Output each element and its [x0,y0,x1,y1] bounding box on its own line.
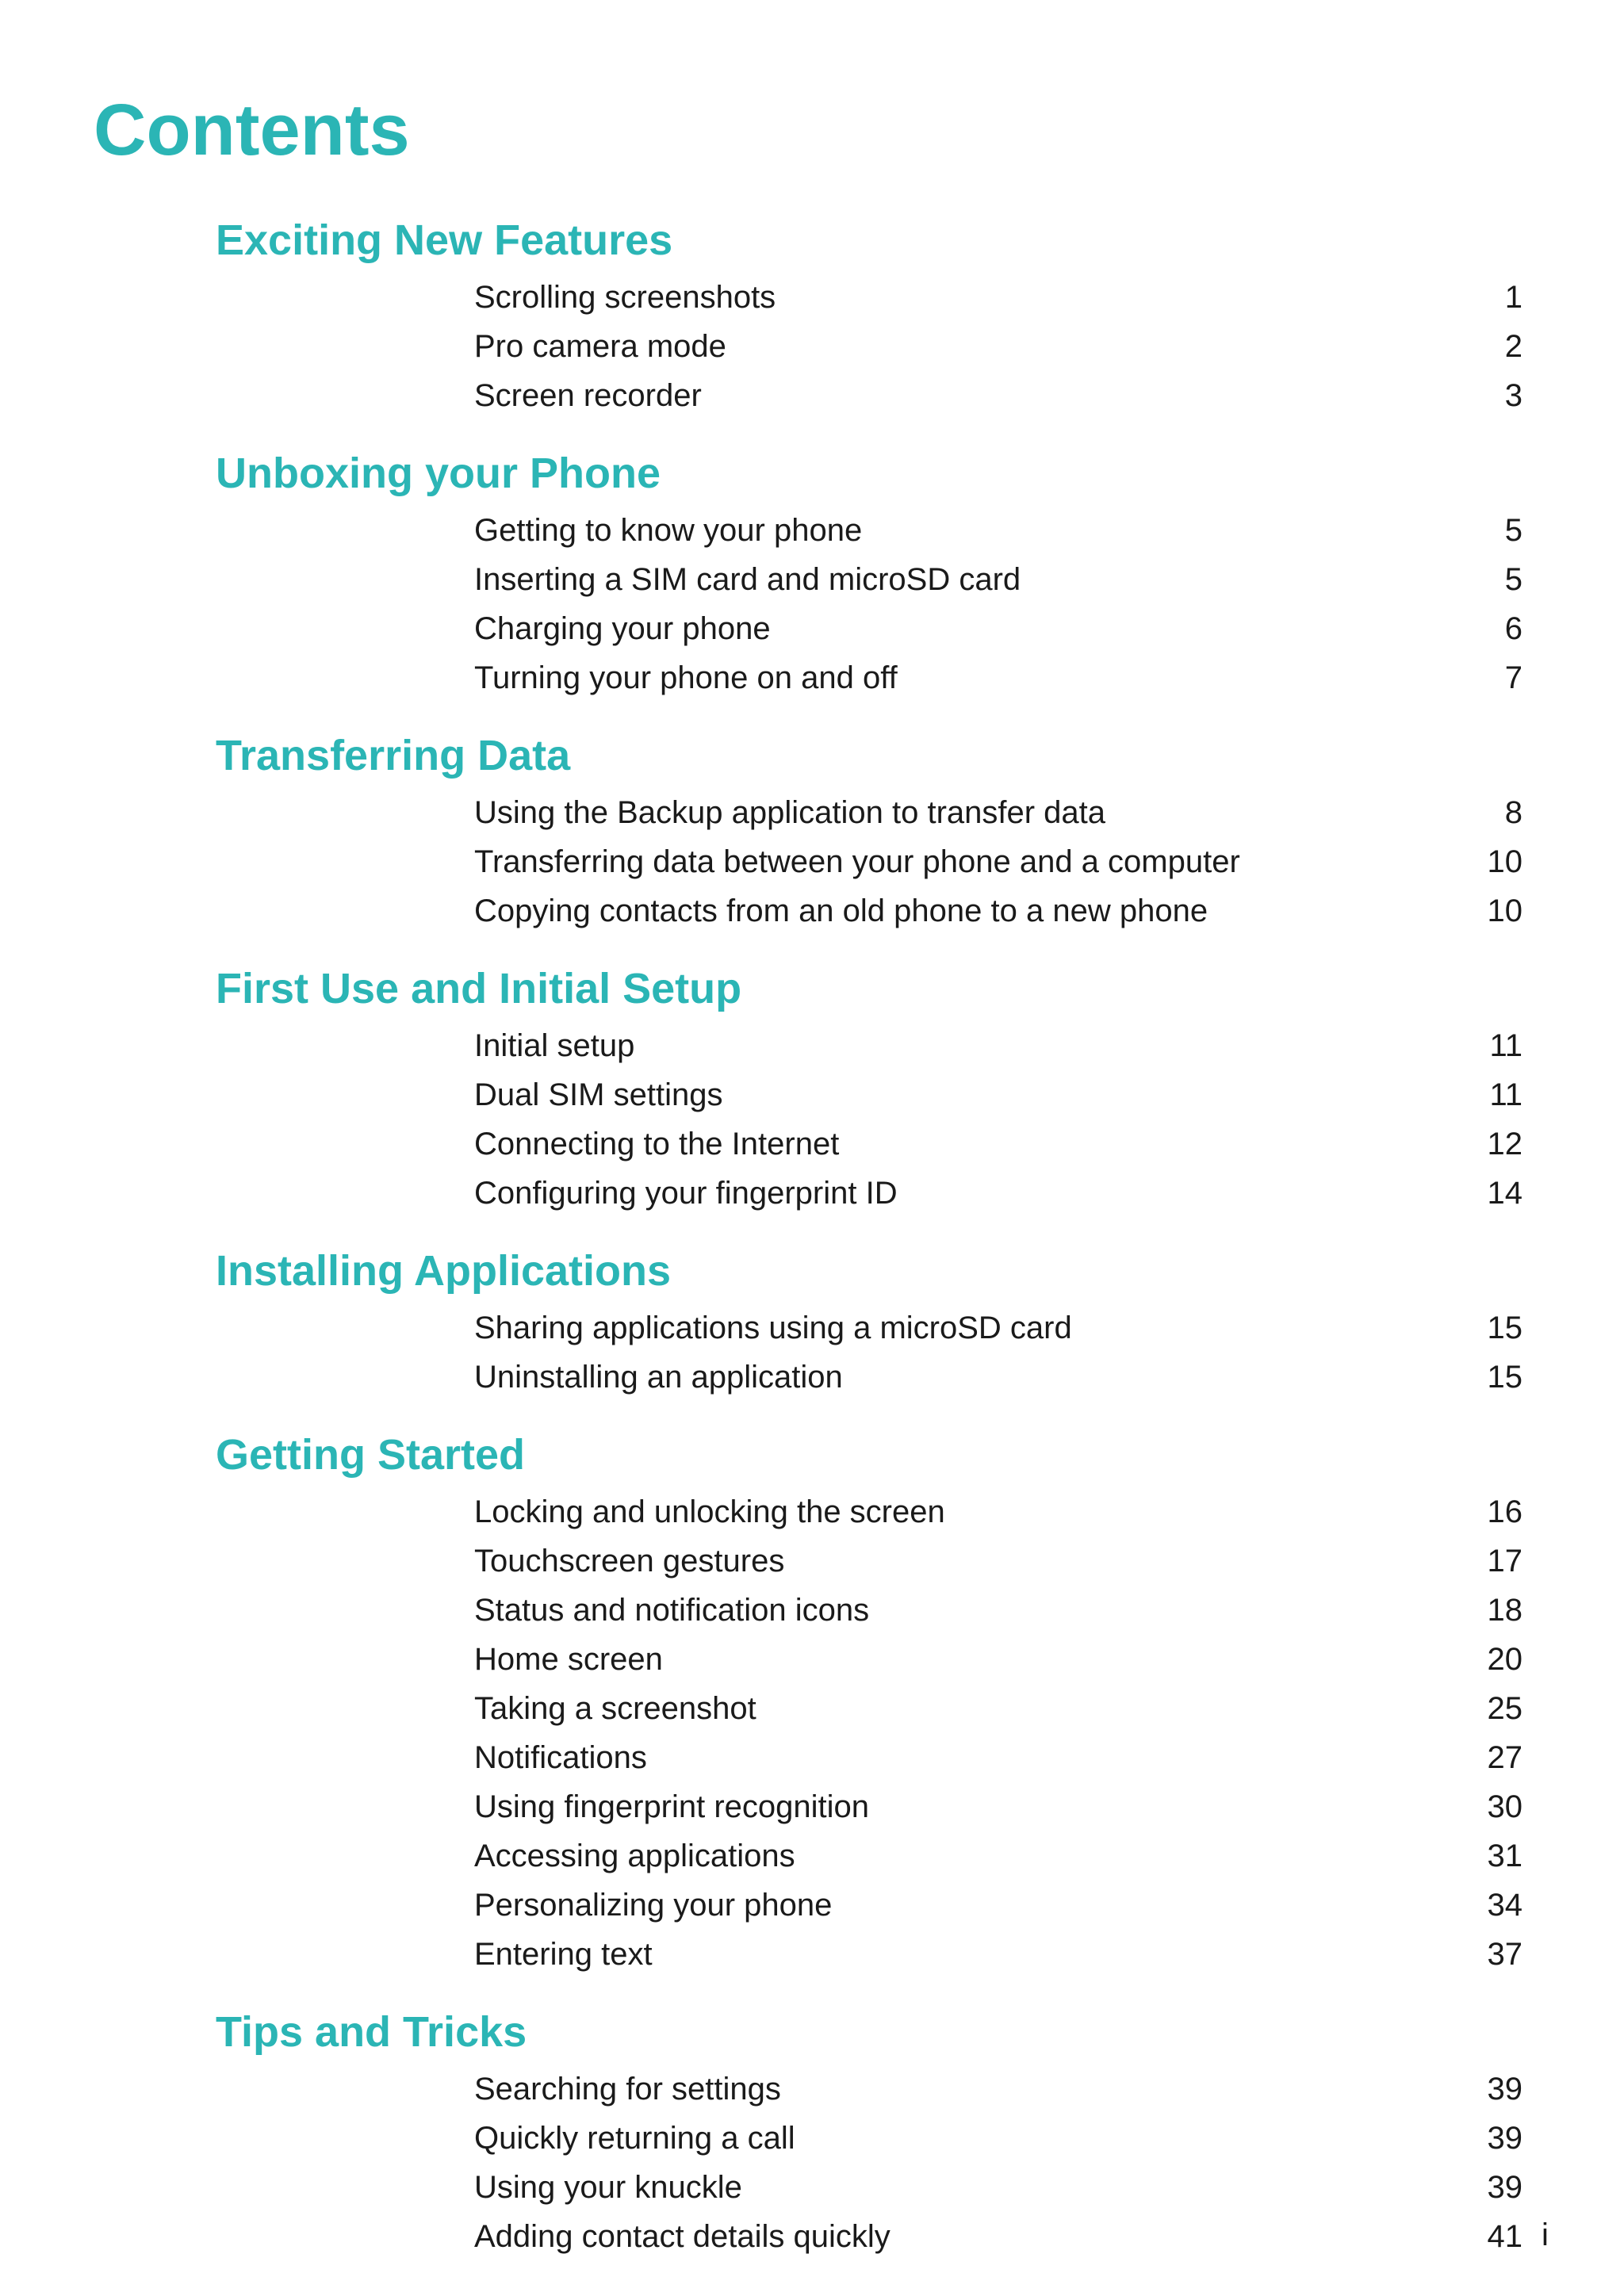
toc-entry[interactable] [0,2212,1624,2261]
section-spacer [0,1402,1624,1422]
toc-entry-label[interactable]: Configuring your fingerprint ID [474,1176,898,1211]
toc-entry-label[interactable]: Taking a screenshot [474,1691,756,1726]
toc-entry-label[interactable]: Getting to know your phone [474,513,863,548]
toc-entry[interactable] [0,1881,1624,1930]
toc-entry-label[interactable]: Status and notification icons [474,1593,870,1628]
toc-entry-page-number[interactable]: 1 [1504,280,1522,315]
toc-entry-page-number[interactable]: 27 [1487,1740,1522,1775]
toc-entry[interactable] [0,1684,1624,1733]
toc-entry-label[interactable]: Turning your phone on and off [474,660,898,695]
toc-entry[interactable] [0,788,1624,837]
toc-entry-label[interactable]: Sharing applications using a microSD card [474,1311,1072,1345]
page-number: i [1542,2218,1549,2252]
toc-entry-page-number[interactable]: 11 [1489,1028,1522,1063]
toc-entry[interactable] [0,1169,1624,1218]
section-heading[interactable]: First Use and Initial Setup [216,965,742,1012]
toc-entry-page-number[interactable]: 7 [1504,660,1522,695]
toc-entry-label[interactable]: Initial setup [474,1028,635,1063]
toc-entry-label[interactable]: Touchscreen gestures [474,1544,785,1578]
toc-entry[interactable] [0,1353,1624,1402]
toc-entry[interactable] [0,1635,1624,1684]
toc-entry[interactable] [0,1487,1624,1536]
toc-entry[interactable] [0,1021,1624,1070]
toc-entry-page-number[interactable]: 30 [1487,1789,1522,1824]
toc-entry-page-number[interactable]: 16 [1487,1494,1522,1529]
toc-entry[interactable] [0,837,1624,886]
toc-entry-page-number[interactable]: 17 [1487,1544,1522,1578]
toc-entry-label[interactable]: Personalizing your phone [474,1888,833,1923]
toc-entry[interactable] [0,1930,1624,1979]
section-spacer [0,1218,1624,1238]
toc-entry-label[interactable]: Copying contacts from an old phone to a new phone [474,894,1208,928]
toc-section [0,723,1624,956]
toc-entry[interactable] [0,1586,1624,1635]
toc-entry-page-number[interactable]: 6 [1504,611,1522,646]
toc-entry-page-number[interactable]: 10 [1487,894,1522,928]
toc-entry[interactable] [0,1782,1624,1831]
toc-entry[interactable] [0,1831,1624,1881]
toc-entry[interactable] [0,273,1624,322]
section-spacer [0,1979,1624,1999]
toc-entry[interactable] [0,1119,1624,1169]
toc-section [0,441,1624,723]
toc-entry-page-number[interactable]: 34 [1487,1888,1522,1923]
toc-entry[interactable] [0,1733,1624,1782]
toc-entry-page-number[interactable]: 8 [1504,795,1522,830]
toc-entry[interactable] [0,2163,1624,2212]
toc-entry[interactable] [0,555,1624,604]
toc-section [0,956,1624,1238]
toc-entry-label[interactable]: Notifications [474,1740,647,1775]
section-heading[interactable]: Exciting New Features [216,216,673,264]
section-spacer [0,702,1624,723]
toc-entry-label[interactable]: Home screen [474,1642,663,1677]
toc-entry[interactable] [0,2064,1624,2114]
toc-entry-page-number[interactable]: 15 [1487,1311,1522,1345]
toc-entry[interactable] [0,2114,1624,2163]
section-heading[interactable]: Transferring Data [216,732,571,779]
toc-entry[interactable] [0,322,1624,371]
toc-entry-label[interactable]: Dual SIM settings [474,1077,723,1112]
toc-entry-page-number[interactable]: 3 [1504,378,1522,413]
toc-entry-label[interactable]: Scrolling screenshots [474,280,776,315]
section-heading[interactable]: Getting Started [216,1431,526,1479]
toc-entry-label[interactable]: Adding contact details quickly [474,2219,891,2254]
section-spacer [0,936,1624,956]
section-heading[interactable]: Installing Applications [216,1247,672,1295]
section-heading[interactable]: Unboxing your Phone [216,450,661,497]
toc-entry-label[interactable]: Connecting to the Internet [474,1127,840,1161]
toc-entry-label[interactable]: Transferring data between your phone and a computer [474,844,1240,879]
toc-section [0,1238,1624,1422]
toc-entry-label[interactable]: Entering text [474,1937,653,1972]
toc-entry-page-number[interactable]: 39 [1487,2072,1522,2107]
toc-entry-page-number[interactable]: 14 [1487,1176,1522,1211]
toc-entry-label[interactable]: Using your knuckle [474,2170,742,2205]
toc-entry[interactable] [0,1303,1624,1353]
toc-entry-page-number[interactable]: 31 [1487,1839,1522,1873]
section-heading[interactable]: Tips and Tricks [216,2008,527,2056]
toc-entry-page-number[interactable]: 20 [1487,1642,1522,1677]
toc-entry-page-number[interactable]: 18 [1487,1593,1522,1628]
toc-entry-page-number[interactable]: 10 [1487,844,1522,879]
toc-entry[interactable] [0,653,1624,702]
toc-entry-label[interactable]: Quickly returning a call [474,2121,795,2156]
toc-entry-label[interactable]: Charging your phone [474,611,771,646]
toc-entry-label[interactable]: Using fingerprint recognition [474,1789,870,1824]
toc-entry-label[interactable]: Pro camera mode [474,329,726,364]
toc-entry-page-number[interactable]: 41 [1487,2219,1522,2254]
toc-entry-label[interactable]: Uninstalling an application [474,1360,843,1395]
toc-entry[interactable] [0,506,1624,555]
toc-entry[interactable] [0,1070,1624,1119]
toc-section [0,208,1624,441]
table-of-contents [0,208,1624,2282]
toc-section [0,1999,1624,2282]
page-title: Contents [94,90,410,170]
toc-entry-label[interactable]: Screen recorder [474,378,702,413]
toc-section [0,1422,1624,1999]
toc-entry-page-number[interactable]: 11 [1489,1077,1522,1112]
toc-entry-label[interactable]: Using the Backup application to transfer data [474,795,1106,830]
section-spacer [0,420,1624,441]
toc-entry[interactable] [0,604,1624,653]
toc-entry-page-number[interactable]: 5 [1504,513,1522,548]
toc-entry[interactable] [0,371,1624,420]
toc-entry-page-number[interactable]: 5 [1504,562,1522,597]
toc-entry-label[interactable]: Inserting a SIM card and microSD card [474,562,1021,597]
toc-entry-page-number[interactable]: 39 [1487,2170,1522,2205]
toc-entry-page-number[interactable]: 25 [1487,1691,1522,1726]
toc-entry[interactable] [0,1536,1624,1586]
toc-entry-label[interactable]: Searching for settings [474,2072,781,2107]
toc-entry-label[interactable]: Accessing applications [474,1839,795,1873]
toc-entry-page-number[interactable]: 12 [1487,1127,1522,1161]
toc-entry-label[interactable]: Locking and unlocking the screen [474,1494,945,1529]
toc-entry-page-number[interactable]: 39 [1487,2121,1522,2156]
toc-entry-page-number[interactable]: 15 [1487,1360,1522,1395]
toc-entry[interactable] [0,886,1624,936]
section-spacer [0,2261,1624,2282]
toc-entry-page-number[interactable]: 2 [1504,329,1522,364]
toc-entry-page-number[interactable]: 37 [1487,1937,1522,1972]
